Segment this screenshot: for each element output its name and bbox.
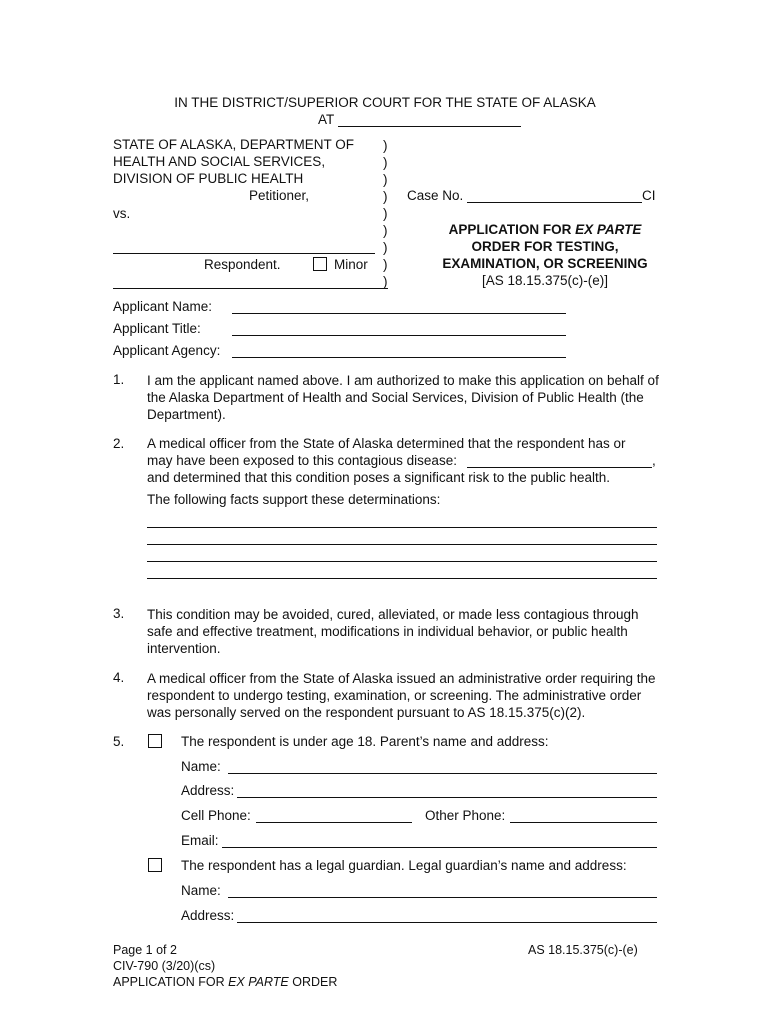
parent-address-field[interactable] [237, 797, 657, 798]
paragraph-5-number: 5. [113, 734, 125, 749]
paren: ) [383, 172, 388, 187]
footer-form-code: CIV-790 (3/20)(cs) [113, 959, 216, 973]
guardian-address-field[interactable] [237, 922, 657, 923]
paren: ) [383, 206, 388, 221]
title-line-2: ORDER FOR TESTING, [471, 239, 619, 254]
applicant-title-field[interactable] [232, 335, 566, 336]
under-18-text: The respondent is under age 18. Parent’s name and address: [181, 734, 549, 749]
cell-phone-label: Cell Phone: [181, 808, 251, 823]
vs-label: vs. [113, 206, 131, 221]
footer-title-suffix: ORDER [292, 975, 338, 989]
paragraph-1-text: I am the applicant named above. I am authorized to make this application on behalf of the Alaska Department of Health and Social Services, Division of Public Health (the Department). [147, 373, 659, 422]
court-heading: IN THE DISTRICT/SUPERIOR COURT FOR THE STATE OF ALASKA [174, 95, 596, 110]
paren: ) [383, 257, 388, 272]
other-phone-field[interactable] [510, 822, 657, 823]
caption-parentheses [383, 137, 393, 290]
paren: ) [383, 223, 388, 238]
paren: ) [383, 189, 388, 204]
respondent-label: Respondent. [204, 257, 281, 272]
facts-field-line-4[interactable] [147, 578, 657, 579]
title-statute: [AS 18.15.375(c)-(e)] [481, 273, 609, 288]
case-no-label: Case No. [407, 188, 464, 203]
minor-label: Minor [334, 257, 368, 272]
respondent-name-field[interactable] [113, 253, 375, 254]
paragraph-2-line-2: may have been exposed to this contagious disease: [147, 453, 457, 468]
paren: ) [383, 155, 388, 170]
parent-name-label: Name: [181, 759, 221, 774]
petitioner-label: Petitioner, [249, 188, 310, 203]
disease-comma: , [652, 453, 656, 468]
guardian-name-label: Name: [181, 883, 221, 898]
applicant-agency-field[interactable] [232, 357, 566, 358]
footer-page: Page 1 of 2 [113, 943, 177, 957]
paragraph-3-number: 3. [113, 606, 125, 621]
guardian-name-field[interactable] [228, 897, 657, 898]
footer-form-title [113, 975, 337, 989]
paragraph-2-line-1: A medical officer from the State of Alaska determined that the respondent has or [147, 436, 626, 451]
paren: ) [383, 138, 388, 153]
guardian-text: The respondent has a legal guardian. Legal guardian’s name and address: [181, 858, 627, 873]
applicant-agency-label: Applicant Agency: [113, 343, 221, 358]
petitioner-line-1: STATE OF ALASKA, DEPARTMENT OF [113, 137, 355, 152]
facts-label: The following facts support these determinations: [147, 492, 441, 507]
paragraph-4-number: 4. [113, 670, 125, 685]
title-line-3: EXAMINATION, OR SCREENING [442, 256, 648, 271]
paragraph-4-text: A medical officer from the State of Alaska issued an administrative order requiring the respondent to undergo testing, examination, or screening. The administrative order was personally served on the respondent pursuant to AS 18.15.375(c)(2). [147, 671, 656, 720]
case-no-suffix: CI [642, 188, 656, 203]
case-no-field[interactable] [467, 202, 642, 203]
footer-title-italic: EX PARTE [228, 975, 289, 989]
paren: ) [383, 240, 388, 255]
minor-checkbox[interactable] [313, 257, 327, 271]
paragraph-2-number: 2. [113, 436, 125, 451]
parent-address-label: Address: [181, 783, 235, 798]
at-location-field[interactable] [338, 126, 521, 127]
title-line-1 [400, 222, 690, 237]
petitioner-line-3: DIVISION OF PUBLIC HEALTH [113, 171, 304, 186]
paragraph-1-number: 1. [113, 372, 125, 387]
email-label: Email: [181, 833, 219, 848]
applicant-name-field[interactable] [232, 313, 566, 314]
email-field[interactable] [222, 847, 657, 848]
facts-field-line-3[interactable] [147, 561, 657, 562]
cell-phone-field[interactable] [256, 822, 412, 823]
other-phone-label: Other Phone: [425, 808, 506, 823]
paragraph-2-line-3: and determined that this condition poses a significant risk to the public health. [147, 470, 611, 485]
facts-field-line-1[interactable] [147, 527, 657, 528]
footer-statute: AS 18.15.375(c)-(e) [528, 943, 638, 957]
footer-title-prefix: APPLICATION FOR [113, 975, 225, 989]
guardian-address-label: Address: [181, 908, 235, 923]
title-prefix: APPLICATION FOR [448, 222, 572, 237]
petitioner-line-2: HEALTH AND SOCIAL SERVICES, [113, 154, 326, 169]
under-18-checkbox[interactable] [148, 734, 162, 748]
applicant-title-label: Applicant Title: [113, 321, 201, 336]
paren: ) [383, 274, 388, 289]
applicant-name-label: Applicant Name: [113, 299, 213, 314]
disease-field[interactable] [467, 467, 652, 468]
guardian-checkbox[interactable] [148, 858, 162, 872]
facts-field-line-2[interactable] [147, 544, 657, 545]
paragraph-3-text: This condition may be avoided, cured, alleviated, or made less contagious through safe and effective treatment, modifications in individual behavior, or public health intervention. [147, 607, 639, 656]
at-label: AT [318, 112, 335, 127]
title-ex-parte: EX PARTE [575, 222, 642, 237]
caption-bottom-rule [113, 288, 388, 289]
parent-name-field[interactable] [228, 773, 657, 774]
